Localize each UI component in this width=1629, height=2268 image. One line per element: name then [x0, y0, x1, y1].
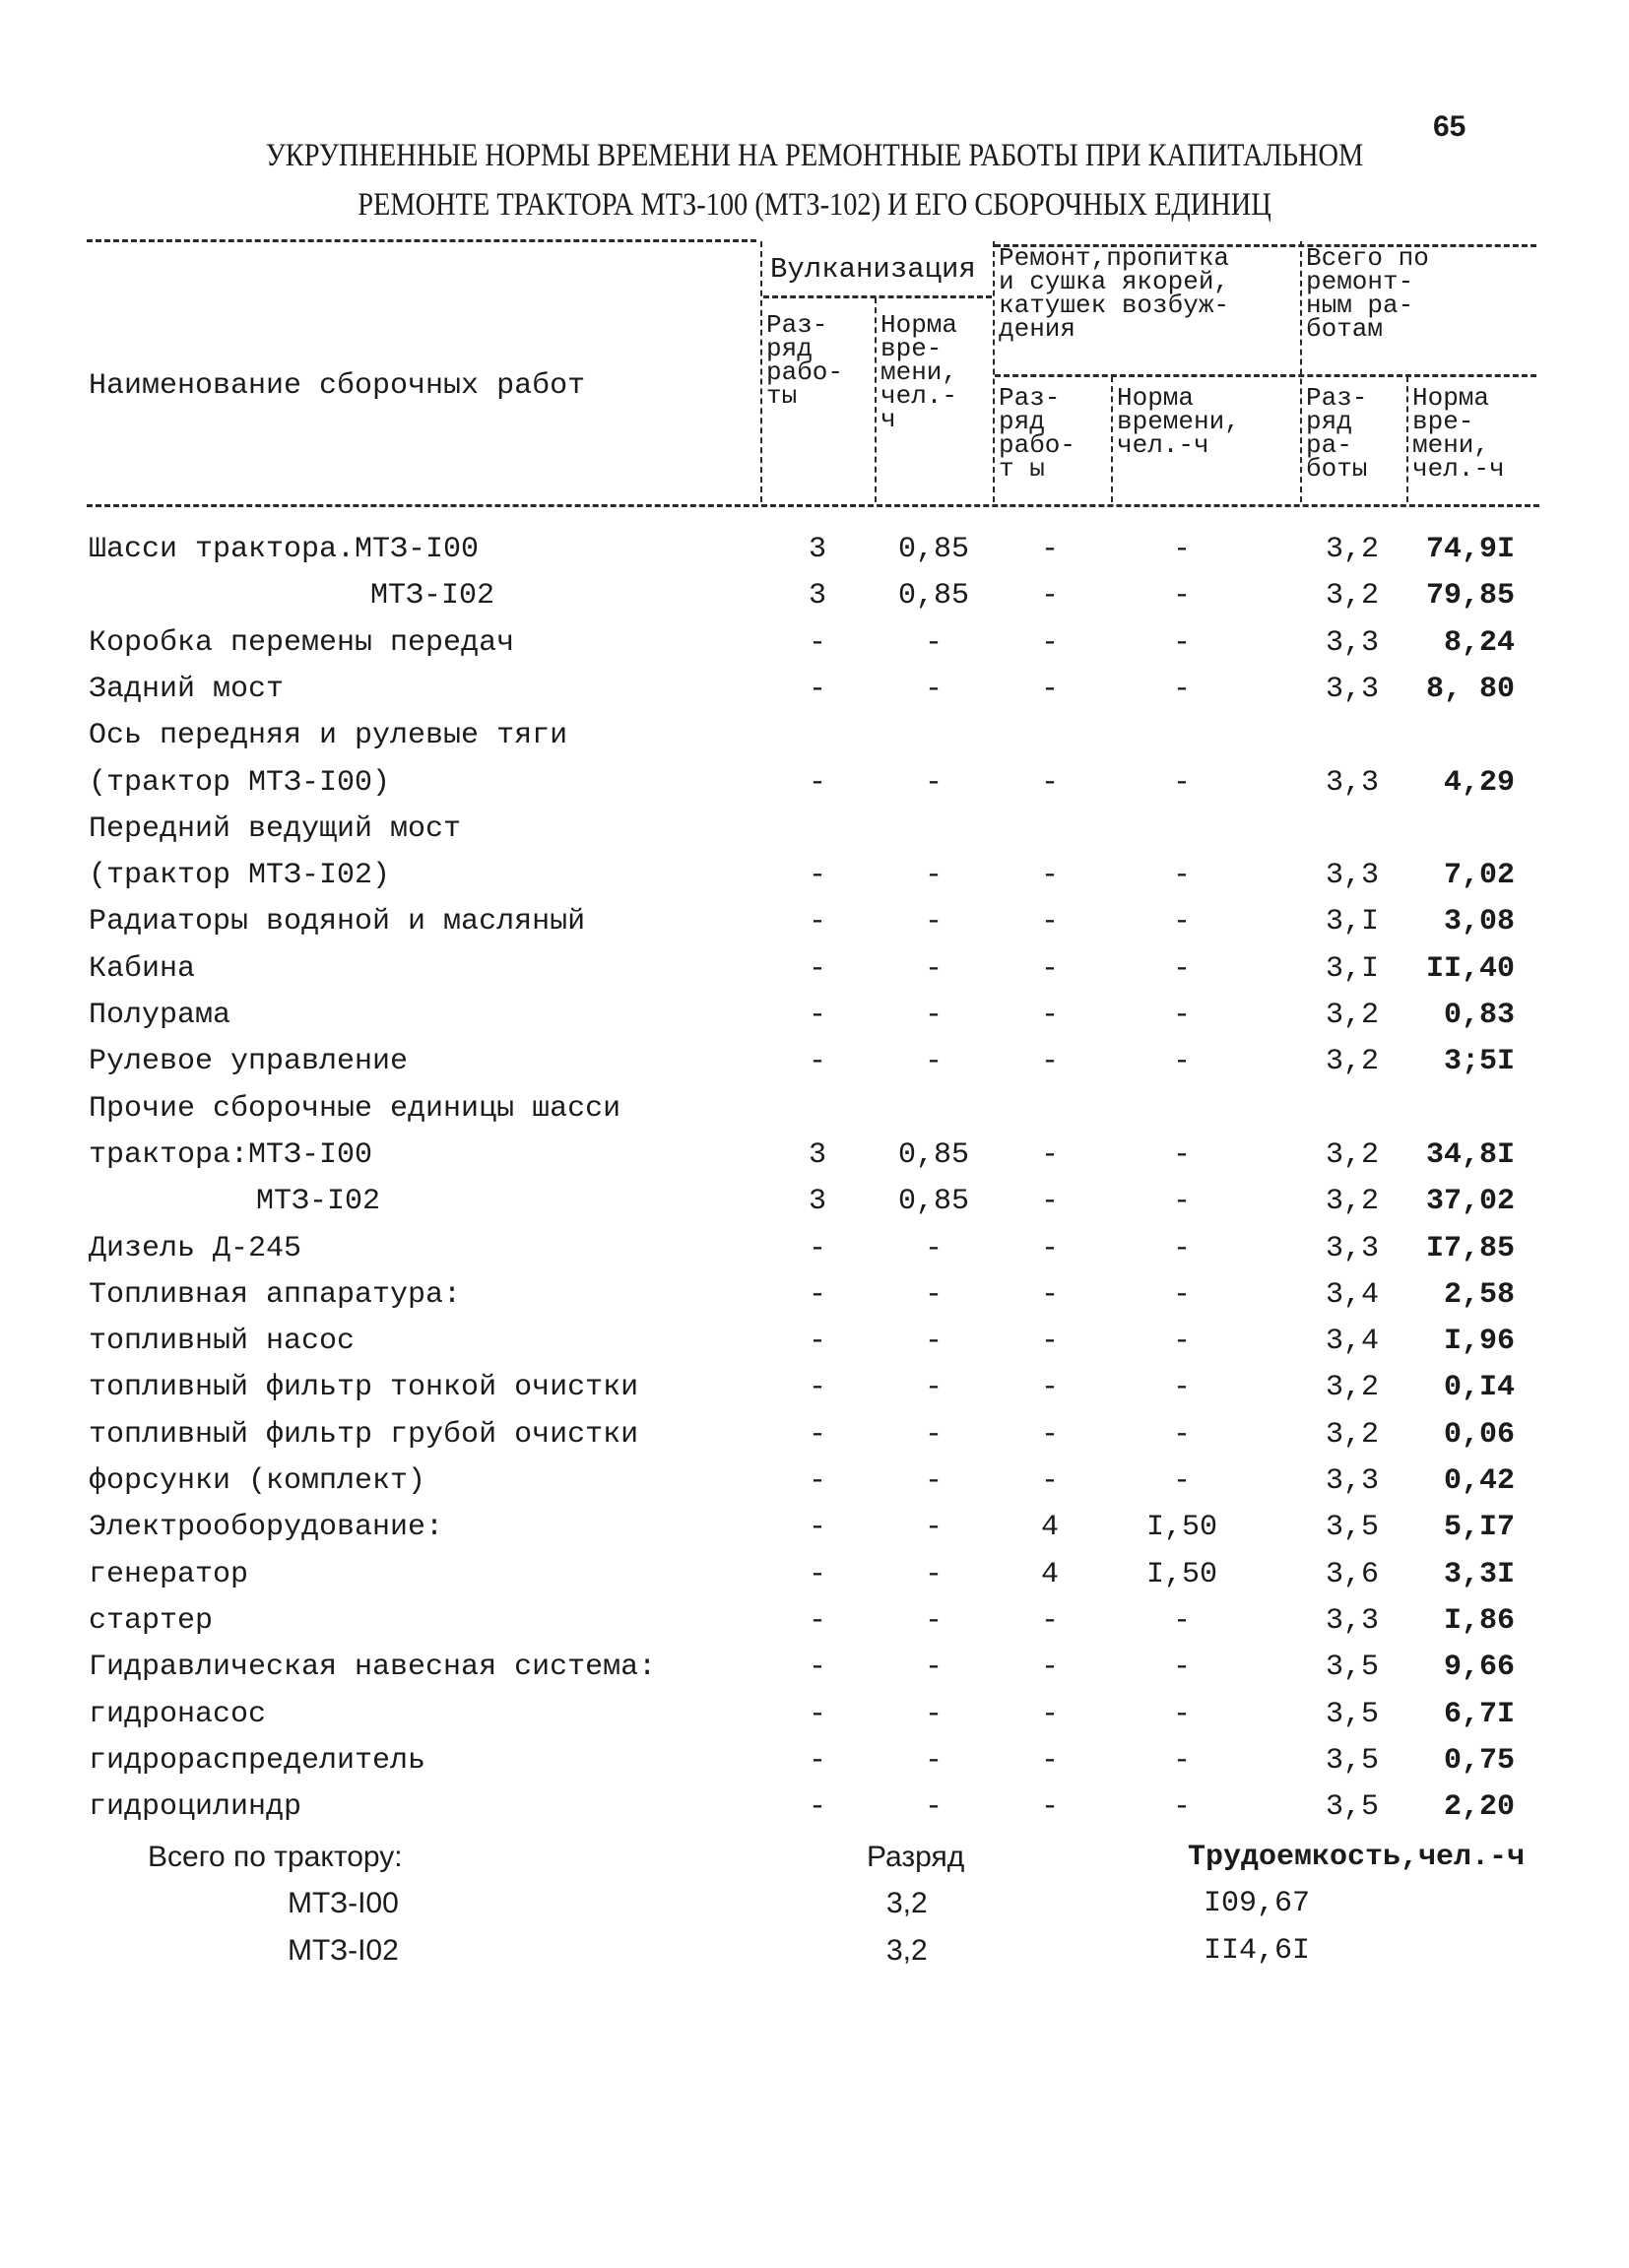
header-rank-vulcanization — [766, 310, 844, 411]
header-bottom-rule — [87, 504, 1539, 507]
header-norm-repair — [1117, 383, 1240, 460]
group1-rule — [763, 295, 992, 298]
header-rank-g1-line: ты — [766, 381, 798, 411]
table-row-name: генератор — [89, 1557, 249, 1591]
header-group2-line: и сушка якорей, — [999, 267, 1230, 296]
table-row-name: трактора:МТЗ-I00 — [89, 1137, 373, 1172]
header-group2-line: катушек возбуж- — [999, 291, 1230, 320]
table-cell: - — [808, 905, 826, 940]
table-cell: 3,5 — [1325, 1511, 1379, 1545]
table-cell: I,96 — [1443, 1325, 1515, 1359]
summary-label: Всего по трактору: — [148, 1841, 403, 1873]
summary-model: МТЗ-I02 — [288, 1934, 399, 1967]
header-norm-g3-line: Норма — [1412, 383, 1490, 413]
header-rank-g3-line: ра- — [1306, 430, 1352, 460]
table-cell: - — [808, 859, 826, 893]
table-cell: - — [1172, 1137, 1191, 1172]
table-cell: 3,3I — [1443, 1557, 1515, 1591]
table-cell: 6,7I — [1443, 1697, 1515, 1731]
summary-rank: 3,2 — [886, 1887, 928, 1919]
header-rank-g3-line: боты — [1306, 454, 1368, 484]
table-row-name: МТЗ-I02 — [370, 579, 495, 614]
table-cell: - — [1172, 1697, 1191, 1731]
table-cell: 7,02 — [1443, 859, 1515, 893]
table-cell: 3,2 — [1325, 579, 1379, 614]
header-rank-g3-line: ряд — [1306, 407, 1352, 436]
table-cell: - — [1172, 579, 1191, 614]
header-rank-g2-line: Раз- — [999, 383, 1061, 413]
table-row-name: Радиаторы водяной и масляный — [89, 905, 586, 940]
table-cell: - — [1040, 951, 1059, 986]
header-norm-g2-line: Норма — [1117, 383, 1195, 413]
header-norm-g3-line: мени, — [1412, 430, 1490, 460]
header-group3-line: ботам — [1306, 314, 1384, 344]
table-cell: 3 — [808, 533, 826, 566]
header-norm-g1-line: мени, — [880, 357, 958, 387]
table-cell: 2,58 — [1443, 1277, 1515, 1312]
summary-labor: II4,6I — [1204, 1934, 1311, 1968]
summary-labor-header: Трудоемкость,чел.-ч — [1188, 1841, 1526, 1874]
table-cell: I,50 — [1145, 1511, 1217, 1545]
table-cell: - — [808, 999, 826, 1032]
table-cell: - — [1040, 1651, 1059, 1685]
table-cell: 3,08 — [1443, 905, 1515, 940]
table-cell: I7,85 — [1425, 1231, 1515, 1265]
header-norm-g2-line: времени, — [1117, 407, 1240, 436]
table-cell: - — [1040, 1185, 1059, 1219]
table-cell: - — [1172, 905, 1191, 940]
header-group3-line: ремонт- — [1306, 267, 1414, 296]
table-cell: 0,85 — [897, 1137, 969, 1172]
header-group2-line: Ремонт,пропитка — [999, 243, 1230, 273]
header-group-repair — [999, 243, 1230, 344]
table-cell: - — [1040, 672, 1059, 706]
col-divider — [760, 241, 762, 502]
table-cell: - — [1040, 1137, 1059, 1172]
table-row-name: Кабина — [89, 951, 196, 986]
table-cell: - — [1040, 1045, 1059, 1079]
table-cell: - — [924, 999, 943, 1032]
table-cell: - — [1172, 625, 1191, 660]
summary-labor: I09,67 — [1204, 1887, 1311, 1920]
table-cell: 5,I7 — [1443, 1511, 1515, 1545]
table-cell: - — [808, 951, 826, 986]
table-row-name: (трактор МТЗ-I02) — [89, 859, 391, 893]
table-cell: 0,85 — [897, 533, 969, 566]
summary-model: МТЗ-I00 — [288, 1887, 399, 1919]
table-cell: - — [1172, 1371, 1191, 1405]
table-cell: 0,06 — [1443, 1417, 1515, 1452]
table-cell: - — [1040, 999, 1059, 1032]
table-cell: 3,I — [1325, 905, 1379, 940]
table-cell: - — [808, 1603, 826, 1638]
table-row-name: Гидравлическая навесная система: — [89, 1651, 657, 1685]
table-cell: - — [1172, 999, 1191, 1032]
table-cell: 3,I — [1325, 951, 1379, 986]
table-cell: 3 — [808, 1137, 826, 1172]
table-cell: - — [1172, 1325, 1191, 1359]
table-cell: - — [924, 625, 943, 660]
table-cell: - — [924, 1603, 943, 1638]
table-cell: - — [924, 1325, 943, 1359]
table-cell: - — [924, 951, 943, 986]
table-cell: - — [808, 1697, 826, 1731]
table-row-name: Передний ведущий мост — [89, 811, 462, 846]
table-cell: - — [924, 765, 943, 800]
table-row-name: гидрораспределитель — [89, 1743, 426, 1778]
table-cell: 8, 80 — [1425, 672, 1515, 706]
header-norm-g2-line: чел.-ч — [1117, 430, 1209, 460]
header-group-total — [1306, 243, 1429, 344]
table-row-name: Топливная аппаратура: — [89, 1277, 462, 1312]
summary-rank: 3,2 — [886, 1934, 928, 1967]
header-norm-vulcanization — [880, 310, 958, 434]
table-cell: - — [808, 1277, 826, 1312]
table-cell: 0,85 — [897, 579, 969, 614]
table-cell: - — [924, 1045, 943, 1079]
header-norm-g1-line: чел.- — [880, 381, 958, 411]
header-norm-g3-line: чел.-ч — [1412, 454, 1505, 484]
table-row-name: Электрооборудование: — [89, 1511, 444, 1545]
table-cell: 3 — [808, 1185, 826, 1219]
table-cell: 3,3 — [1325, 1603, 1379, 1638]
header-norm-g1-line: Норма — [880, 310, 958, 340]
table-cell: - — [1172, 1231, 1191, 1265]
table-row-name: (трактор МТЗ-I00) — [89, 765, 391, 800]
header-group3-line: Всего по — [1306, 243, 1429, 273]
table-cell: - — [924, 1651, 943, 1685]
table-cell: 3,4 — [1325, 1325, 1379, 1359]
header-norm-g1-line: ч — [880, 405, 896, 434]
col-divider — [1300, 241, 1302, 502]
table-cell: - — [1040, 905, 1059, 940]
table-cell: 79,85 — [1425, 579, 1515, 614]
table-cell: - — [924, 1697, 943, 1731]
table-cell: - — [808, 1743, 826, 1778]
table-cell: - — [1040, 625, 1059, 660]
table-cell: 4 — [1040, 1557, 1059, 1591]
table-cell: 3 — [808, 579, 826, 614]
table-row-name: Шасси трактора.МТЗ-I00 — [89, 533, 480, 566]
table-cell: 3,5 — [1325, 1743, 1379, 1778]
table-cell: - — [808, 625, 826, 660]
table-cell: - — [924, 1231, 943, 1265]
table-cell: 34,8I — [1425, 1137, 1515, 1172]
table-cell: - — [808, 1557, 826, 1591]
table-cell: - — [1040, 533, 1059, 566]
table-cell: I,50 — [1145, 1557, 1217, 1591]
table-cell: - — [1040, 1743, 1059, 1778]
header-rank-total — [1306, 383, 1368, 484]
table-cell: - — [1040, 1464, 1059, 1498]
table-cell: 3,3 — [1325, 1464, 1379, 1498]
header-rank-g3-line: Раз- — [1306, 383, 1368, 413]
table-cell: - — [924, 859, 943, 893]
table-cell: - — [924, 1371, 943, 1405]
table-row-name: топливный фильтр тонкой очистки — [89, 1371, 639, 1405]
table-cell: - — [924, 1790, 943, 1825]
table-cell: 0,I4 — [1443, 1371, 1515, 1405]
table-cell: 4 — [1040, 1511, 1059, 1545]
table-row-name: стартер — [89, 1603, 214, 1638]
table-cell: - — [1040, 1790, 1059, 1825]
table-cell: - — [1040, 1371, 1059, 1405]
table-cell: 3,2 — [1325, 1185, 1379, 1219]
table-cell: - — [1040, 1603, 1059, 1638]
table-row-name: Задний мост — [89, 672, 285, 706]
table-cell: - — [924, 1464, 943, 1498]
table-cell: - — [1040, 765, 1059, 800]
table-cell: - — [1172, 765, 1191, 800]
table-cell: 2,20 — [1443, 1790, 1515, 1825]
table-cell: - — [808, 1325, 826, 1359]
table-cell: 3,2 — [1325, 999, 1379, 1032]
table-cell: - — [924, 1511, 943, 1545]
table-cell: - — [1172, 859, 1191, 893]
header-norm-g3-line: вре- — [1412, 407, 1474, 436]
table-cell: - — [924, 1743, 943, 1778]
table-cell: I,86 — [1443, 1603, 1515, 1638]
table-cell: - — [1040, 859, 1059, 893]
header-name-column: Наименование сборочных работ — [89, 369, 586, 403]
header-norm-total — [1412, 383, 1505, 484]
table-cell: - — [1172, 1417, 1191, 1452]
table-cell: - — [808, 765, 826, 800]
table-cell: 3,5 — [1325, 1697, 1379, 1731]
table-cell: 9,66 — [1443, 1651, 1515, 1685]
header-group2-line: дения — [999, 314, 1076, 344]
table-cell: 3,6 — [1325, 1557, 1379, 1591]
table-cell: - — [808, 1511, 826, 1545]
table-cell: - — [1040, 1231, 1059, 1265]
table-cell: 3,4 — [1325, 1277, 1379, 1312]
table-cell: 3,3 — [1325, 765, 1379, 800]
table-cell: 3,2 — [1325, 1045, 1379, 1079]
table-cell: 3,3 — [1325, 672, 1379, 706]
table-cell: 3,3 — [1325, 1231, 1379, 1265]
table-cell: - — [1172, 533, 1191, 566]
table-cell: - — [1172, 1743, 1191, 1778]
header-rank-g2-line: ряд — [999, 407, 1045, 436]
table-row-name: Полурама — [89, 999, 231, 1032]
table-cell: II,40 — [1425, 951, 1515, 986]
table-cell: - — [1040, 579, 1059, 614]
table-cell: - — [808, 1464, 826, 1498]
table-cell: - — [808, 1371, 826, 1405]
table-cell: 8,24 — [1443, 625, 1515, 660]
table-cell: 3,3 — [1325, 625, 1379, 660]
table-cell: - — [1172, 1185, 1191, 1219]
header-top-rule — [87, 239, 756, 242]
title-line-1: УКРУПНЕННЫЕ НОРМЫ ВРЕМЕНИ НА РЕМОНТНЫЕ РАБОТЫ ПРИ КАПИТАЛЬНОМ — [265, 138, 1364, 173]
col-divider — [993, 241, 995, 502]
table-cell: - — [1172, 1790, 1191, 1825]
table-cell: - — [924, 1417, 943, 1452]
table-row-name: Ось передняя и рулевые тяги — [89, 719, 568, 753]
table-cell: 3,3 — [1325, 859, 1379, 893]
table-cell: - — [1040, 1417, 1059, 1452]
table-cell: - — [1040, 1325, 1059, 1359]
table-cell: - — [1172, 1277, 1191, 1312]
table-row-name: форсунки (комплект) — [89, 1464, 426, 1498]
header-rank-g1-line: ряд — [766, 334, 813, 363]
table-cell: - — [924, 905, 943, 940]
table-cell: - — [1172, 1045, 1191, 1079]
group2-rule — [995, 374, 1536, 377]
header-norm-g1-line: вре- — [880, 334, 943, 363]
table-cell: - — [808, 1045, 826, 1079]
header-group-vulcanization: Вулканизация — [770, 253, 976, 286]
header-rank-repair — [999, 383, 1076, 484]
table-cell: 3,2 — [1325, 533, 1379, 566]
table-cell: - — [808, 672, 826, 706]
title-line-2: РЕМОНТЕ ТРАКТОРА МТЗ-100 (МТЗ-102) И ЕГО СБОРОЧНЫХ ЕДИНИЦ — [358, 187, 1271, 223]
col-divider — [1406, 376, 1408, 502]
table-cell: - — [1172, 1603, 1191, 1638]
table-cell: 74,9I — [1425, 533, 1515, 566]
table-cell: 3,2 — [1325, 1371, 1379, 1405]
table-row-name: Дизель Д-245 — [89, 1231, 302, 1265]
table-cell: 0,75 — [1443, 1743, 1515, 1778]
table-cell: - — [1040, 1697, 1059, 1731]
table-cell: - — [924, 1277, 943, 1312]
table-cell: 0,42 — [1443, 1464, 1515, 1498]
table-cell: 3;5I — [1443, 1045, 1515, 1079]
table-cell: - — [924, 1557, 943, 1591]
table-cell: 4,29 — [1443, 765, 1515, 800]
table-row-name: Рулевое управление — [89, 1045, 409, 1079]
table-cell: 0,83 — [1443, 999, 1515, 1032]
table-cell: - — [808, 1417, 826, 1452]
table-row-name: Коробка перемены передач — [89, 625, 515, 660]
header-rank-g1-line: Раз- — [766, 310, 828, 340]
table-cell: - — [1040, 1277, 1059, 1312]
header-rank-g2-line: рабо- — [999, 430, 1076, 460]
col-divider — [875, 297, 877, 502]
page-number: 65 — [1433, 110, 1466, 143]
header-group3-line: ным ра- — [1306, 291, 1414, 320]
table-row-name: гидронасос — [89, 1697, 267, 1731]
table-cell: 3,5 — [1325, 1651, 1379, 1685]
col-divider — [1111, 376, 1113, 502]
table-row-name: Прочие сборочные единицы шасси — [89, 1091, 621, 1126]
table-row-name: топливный фильтр грубой очистки — [89, 1417, 639, 1452]
summary-rank-header: Разряд — [867, 1841, 965, 1873]
table-cell: - — [1172, 672, 1191, 706]
table-row-name: топливный насос — [89, 1325, 356, 1359]
header-rank-g2-line: т ы — [999, 454, 1045, 484]
table-cell: 0,85 — [897, 1185, 969, 1219]
header-rank-g1-line: рабо- — [766, 357, 844, 387]
table-cell: - — [1172, 1464, 1191, 1498]
table-row-name: гидроцилиндр — [89, 1790, 302, 1825]
table-cell: - — [808, 1231, 826, 1265]
table-cell: - — [924, 672, 943, 706]
table-cell: 3,2 — [1325, 1137, 1379, 1172]
table-cell: 37,02 — [1425, 1185, 1515, 1219]
table-cell: - — [1172, 951, 1191, 986]
table-cell: - — [1172, 1651, 1191, 1685]
table-cell: - — [808, 1651, 826, 1685]
table-cell: - — [808, 1790, 826, 1825]
table-cell: 3,5 — [1325, 1790, 1379, 1825]
table-row-name: МТЗ-I02 — [256, 1185, 381, 1219]
table-cell: 3,2 — [1325, 1417, 1379, 1452]
